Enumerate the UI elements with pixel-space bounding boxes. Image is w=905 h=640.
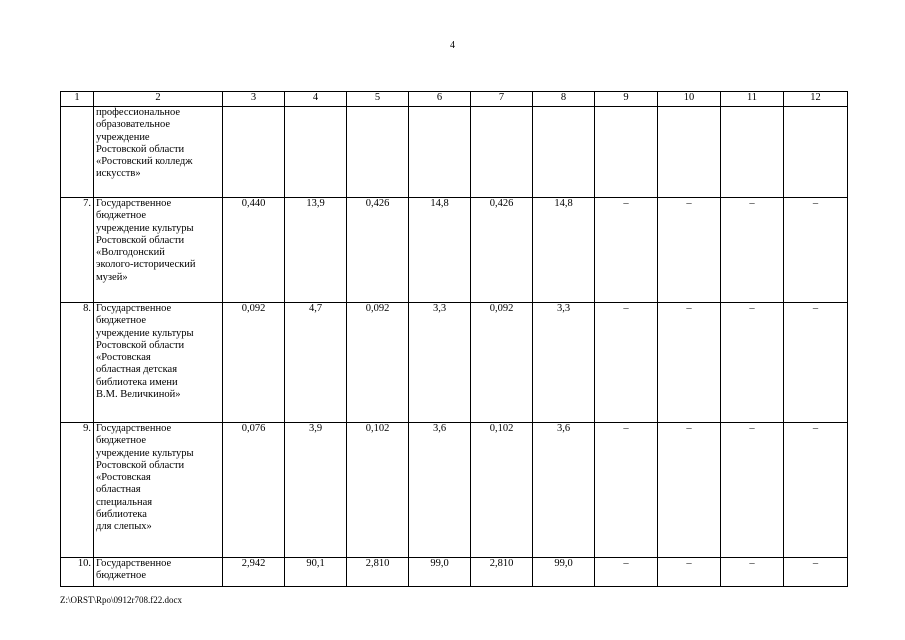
value-cell: –	[658, 558, 721, 587]
value-cell: –	[595, 558, 658, 587]
value-cell: 0,440	[223, 198, 285, 303]
column-header: 12	[784, 92, 848, 107]
table-row	[61, 107, 848, 198]
value-cell: –	[721, 198, 784, 303]
footer-file-path: Z:\ORST\Rpo\0912r708.f22.docx	[60, 595, 182, 605]
value-cell: –	[784, 558, 848, 587]
table-row	[61, 198, 848, 303]
institution-name: Государственное бюджетное учреждение культуры Ростовской области «Волгодонский эколого-исторический музей»	[94, 198, 223, 303]
value-cell: –	[721, 558, 784, 587]
column-header: 9	[595, 92, 658, 107]
value-cell	[409, 107, 471, 198]
value-cell: –	[595, 423, 658, 558]
column-header: 4	[285, 92, 347, 107]
value-cell	[533, 107, 595, 198]
value-cell: 90,1	[285, 558, 347, 587]
value-cell: 3,3	[409, 303, 471, 423]
value-cell: –	[784, 423, 848, 558]
value-cell: 0,102	[347, 423, 409, 558]
row-number	[61, 107, 94, 198]
column-header: 5	[347, 92, 409, 107]
table-row	[61, 558, 848, 587]
table-row	[61, 303, 848, 423]
column-header: 8	[533, 92, 595, 107]
value-cell: –	[784, 303, 848, 423]
page-number: 4	[450, 40, 455, 51]
row-number: 8.	[61, 303, 94, 423]
value-cell: –	[595, 198, 658, 303]
value-cell: 0,092	[223, 303, 285, 423]
value-cell: 2,810	[471, 558, 533, 587]
value-cell: 0,076	[223, 423, 285, 558]
column-header: 11	[721, 92, 784, 107]
data-table	[60, 91, 848, 587]
value-cell: –	[658, 423, 721, 558]
value-cell: 0,426	[347, 198, 409, 303]
value-cell: –	[595, 303, 658, 423]
value-cell	[223, 107, 285, 198]
value-cell: –	[784, 198, 848, 303]
column-header: 1	[61, 92, 94, 107]
value-cell: 3,3	[533, 303, 595, 423]
value-cell: 3,6	[409, 423, 471, 558]
value-cell: 0,092	[471, 303, 533, 423]
column-header: 10	[658, 92, 721, 107]
row-number: 9.	[61, 423, 94, 558]
institution-name: Государственное бюджетное	[94, 558, 223, 587]
value-cell	[347, 107, 409, 198]
column-header: 2	[94, 92, 223, 107]
column-header: 6	[409, 92, 471, 107]
value-cell: 14,8	[409, 198, 471, 303]
value-cell: –	[658, 303, 721, 423]
table-row	[61, 423, 848, 558]
value-cell: 13,9	[285, 198, 347, 303]
value-cell: 99,0	[409, 558, 471, 587]
value-cell	[658, 107, 721, 198]
value-cell: 0,092	[347, 303, 409, 423]
value-cell: 3,6	[533, 423, 595, 558]
value-cell: 99,0	[533, 558, 595, 587]
institution-name: Государственное бюджетное учреждение культуры Ростовской области «Ростовская областная детская библиотека имени В.М. Величкиной»	[94, 303, 223, 423]
value-cell: 0,426	[471, 198, 533, 303]
value-cell: 0,102	[471, 423, 533, 558]
table-header-row	[61, 92, 848, 107]
value-cell: –	[721, 303, 784, 423]
value-cell: 2,942	[223, 558, 285, 587]
value-cell	[285, 107, 347, 198]
value-cell: 14,8	[533, 198, 595, 303]
value-cell	[595, 107, 658, 198]
column-header: 7	[471, 92, 533, 107]
value-cell: 3,9	[285, 423, 347, 558]
row-number: 10.	[61, 558, 94, 587]
institution-name: профессиональное образовательное учреждение Ростовской области «Ростовский колледж искусств»	[94, 107, 223, 198]
value-cell: 2,810	[347, 558, 409, 587]
value-cell: –	[721, 423, 784, 558]
value-cell	[784, 107, 848, 198]
value-cell: 4,7	[285, 303, 347, 423]
column-header: 3	[223, 92, 285, 107]
row-number: 7.	[61, 198, 94, 303]
value-cell	[471, 107, 533, 198]
value-cell: –	[658, 198, 721, 303]
institution-name: Государственное бюджетное учреждение культуры Ростовской области «Ростовская областная специальная библиотека для слепых»	[94, 423, 223, 558]
value-cell	[721, 107, 784, 198]
